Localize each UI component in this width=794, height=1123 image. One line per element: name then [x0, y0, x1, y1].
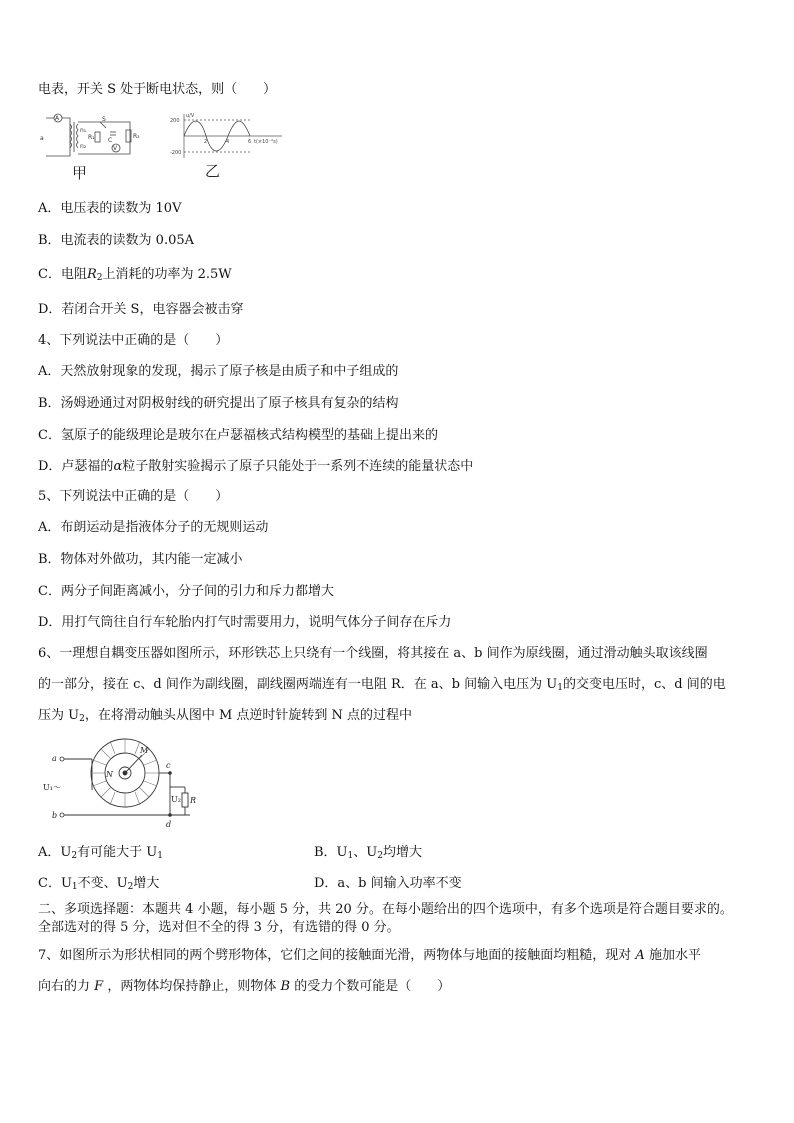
q6-stem-line2: 的一部分，接在 c、d 间作为副线圈，副线圈两端连有一电阻 R．在 a、b 间输入电压为 $U_1$的交变电压时，c、d 间的电 — [38, 677, 726, 693]
q3-figure-yi-sine-graph — [170, 112, 290, 162]
ammeter-label: A — [55, 115, 60, 122]
q5-option-c: C．两分子间距离减小，分子间的引力和斥力都增大 — [38, 584, 334, 599]
contact-m-label: M — [140, 746, 149, 755]
q3-option-c: C．电阻$R_2$上消耗的功率为 2.5W — [38, 267, 232, 283]
q6-stem-line1: 6、一理想自耦变压器如图所示，环形铁芯上只绕有一个线圈，将其接在 a、b 间作为原线圈，通过滑动触头取该线圈 — [38, 646, 708, 661]
capacitor-label: C — [108, 137, 113, 144]
q5-option-a: A．布朗运动是指液体分子的无规则运动 — [38, 520, 269, 535]
n2-label: n₂ — [80, 143, 87, 150]
y-axis-unit: u/V — [186, 113, 195, 119]
terminal-a-label: a — [40, 135, 44, 142]
figure-jia-caption: 甲 — [72, 164, 88, 182]
x-axis-unit: t(×10⁻²s) — [254, 139, 278, 145]
q5-option-b: B．物体对外做功，其内能一定减小 — [38, 552, 243, 567]
q6-option-c: C．$U_1$不变、$U_2$增大 — [38, 876, 160, 892]
q4-stem: 4、下列说法中正确的是（ ） — [38, 333, 229, 348]
u1-label: U₁～ — [43, 783, 61, 792]
y-tick-top: 200 — [170, 118, 180, 124]
contact-n-label: N — [106, 770, 113, 779]
resistor-r-label: R — [190, 796, 197, 805]
terminal-d-label: d — [166, 820, 172, 829]
x-tick-6: 6 — [248, 139, 252, 145]
n1-label: n₁ — [80, 127, 87, 134]
y-tick-bottom: -200 — [170, 150, 182, 156]
q4-option-c: C．氢原子的能级理论是玻尔在卢瑟福核式结构模型的基础上提出来的 — [38, 428, 438, 443]
terminal-c-label: c — [166, 761, 171, 770]
q4-option-b: B．汤姆逊通过对阴极射线的研究提出了原子核具有复杂的结构 — [38, 396, 399, 411]
q6-option-d: D．a、b 间输入功率不变 — [314, 876, 462, 891]
figure-yi-caption: 乙 — [205, 162, 221, 180]
q4-option-d: D．卢瑟福的α粒子散射实验揭示了原子只能处于一系列不连续的能量状态中 — [38, 459, 474, 474]
section2-instructions-line1: 二、多项选择题：本题共 4 小题，每小题 5 分，共 20 分。在每小题给出的四个选项中，有多个选项是符合题目要求的。 — [38, 902, 733, 917]
voltmeter-label: V — [113, 145, 118, 152]
x-tick-4: 4 — [226, 139, 230, 145]
q4-option-a: A．天然放射现象的发现，揭示了原子核是由质子和中子组成的 — [38, 364, 399, 379]
q7-stem-line1: 7、如图所示为形状相同的两个劈形物体，它们之间的接触面光滑，两物体与地面的接触面均粗糙，现对 A 施加水平 — [38, 948, 701, 963]
q3-option-d: D．若闭合开关 S，电容器会被击穿 — [38, 302, 244, 317]
u2-label: U₂ — [171, 795, 181, 804]
section2-instructions-line2: 全部选对的得 5 分，选对但不全的得 3 分，有选错的得 0 分。 — [38, 920, 400, 935]
terminal-a-label: a — [52, 754, 57, 763]
q5-option-d: D．用打气筒往自行车轮胎内打气时需要用力，说明气体分子间存在斥力 — [38, 615, 452, 630]
q5-stem: 5、下列说法中正确的是（ ） — [38, 489, 229, 504]
terminal-b-label: b — [52, 811, 58, 820]
switch-s-label: S — [102, 116, 106, 123]
x-tick-2: 2 — [204, 139, 208, 145]
q3-figure-jia-circuit — [40, 112, 160, 162]
q7-stem-line2: 向右的力 F ，两物体均保持静止，则物体 B 的受力个数可能是（ ） — [38, 979, 451, 994]
q3-option-b: B．电流表的读数为 0.05A — [38, 233, 195, 248]
q6-stem-line3: 压为 $U_2$，在将滑动触头从图中 M 点逆时针旋转到 N 点的过程中 — [38, 708, 413, 724]
q6-autotransformer-figure — [40, 735, 205, 830]
q3-stem-tail: 电表，开关 S 处于断电状态，则（ ） — [38, 82, 277, 97]
q6-option-b: B．$U_1$、$U_2$均增大 — [314, 845, 422, 861]
r1-label: R₁ — [88, 134, 95, 141]
q6-option-a: A．$U_2$有可能大于 $U_1$ — [38, 845, 163, 861]
r3-label: R₃ — [133, 133, 140, 140]
q3-option-a: A．电压表的读数为 10V — [38, 201, 182, 216]
